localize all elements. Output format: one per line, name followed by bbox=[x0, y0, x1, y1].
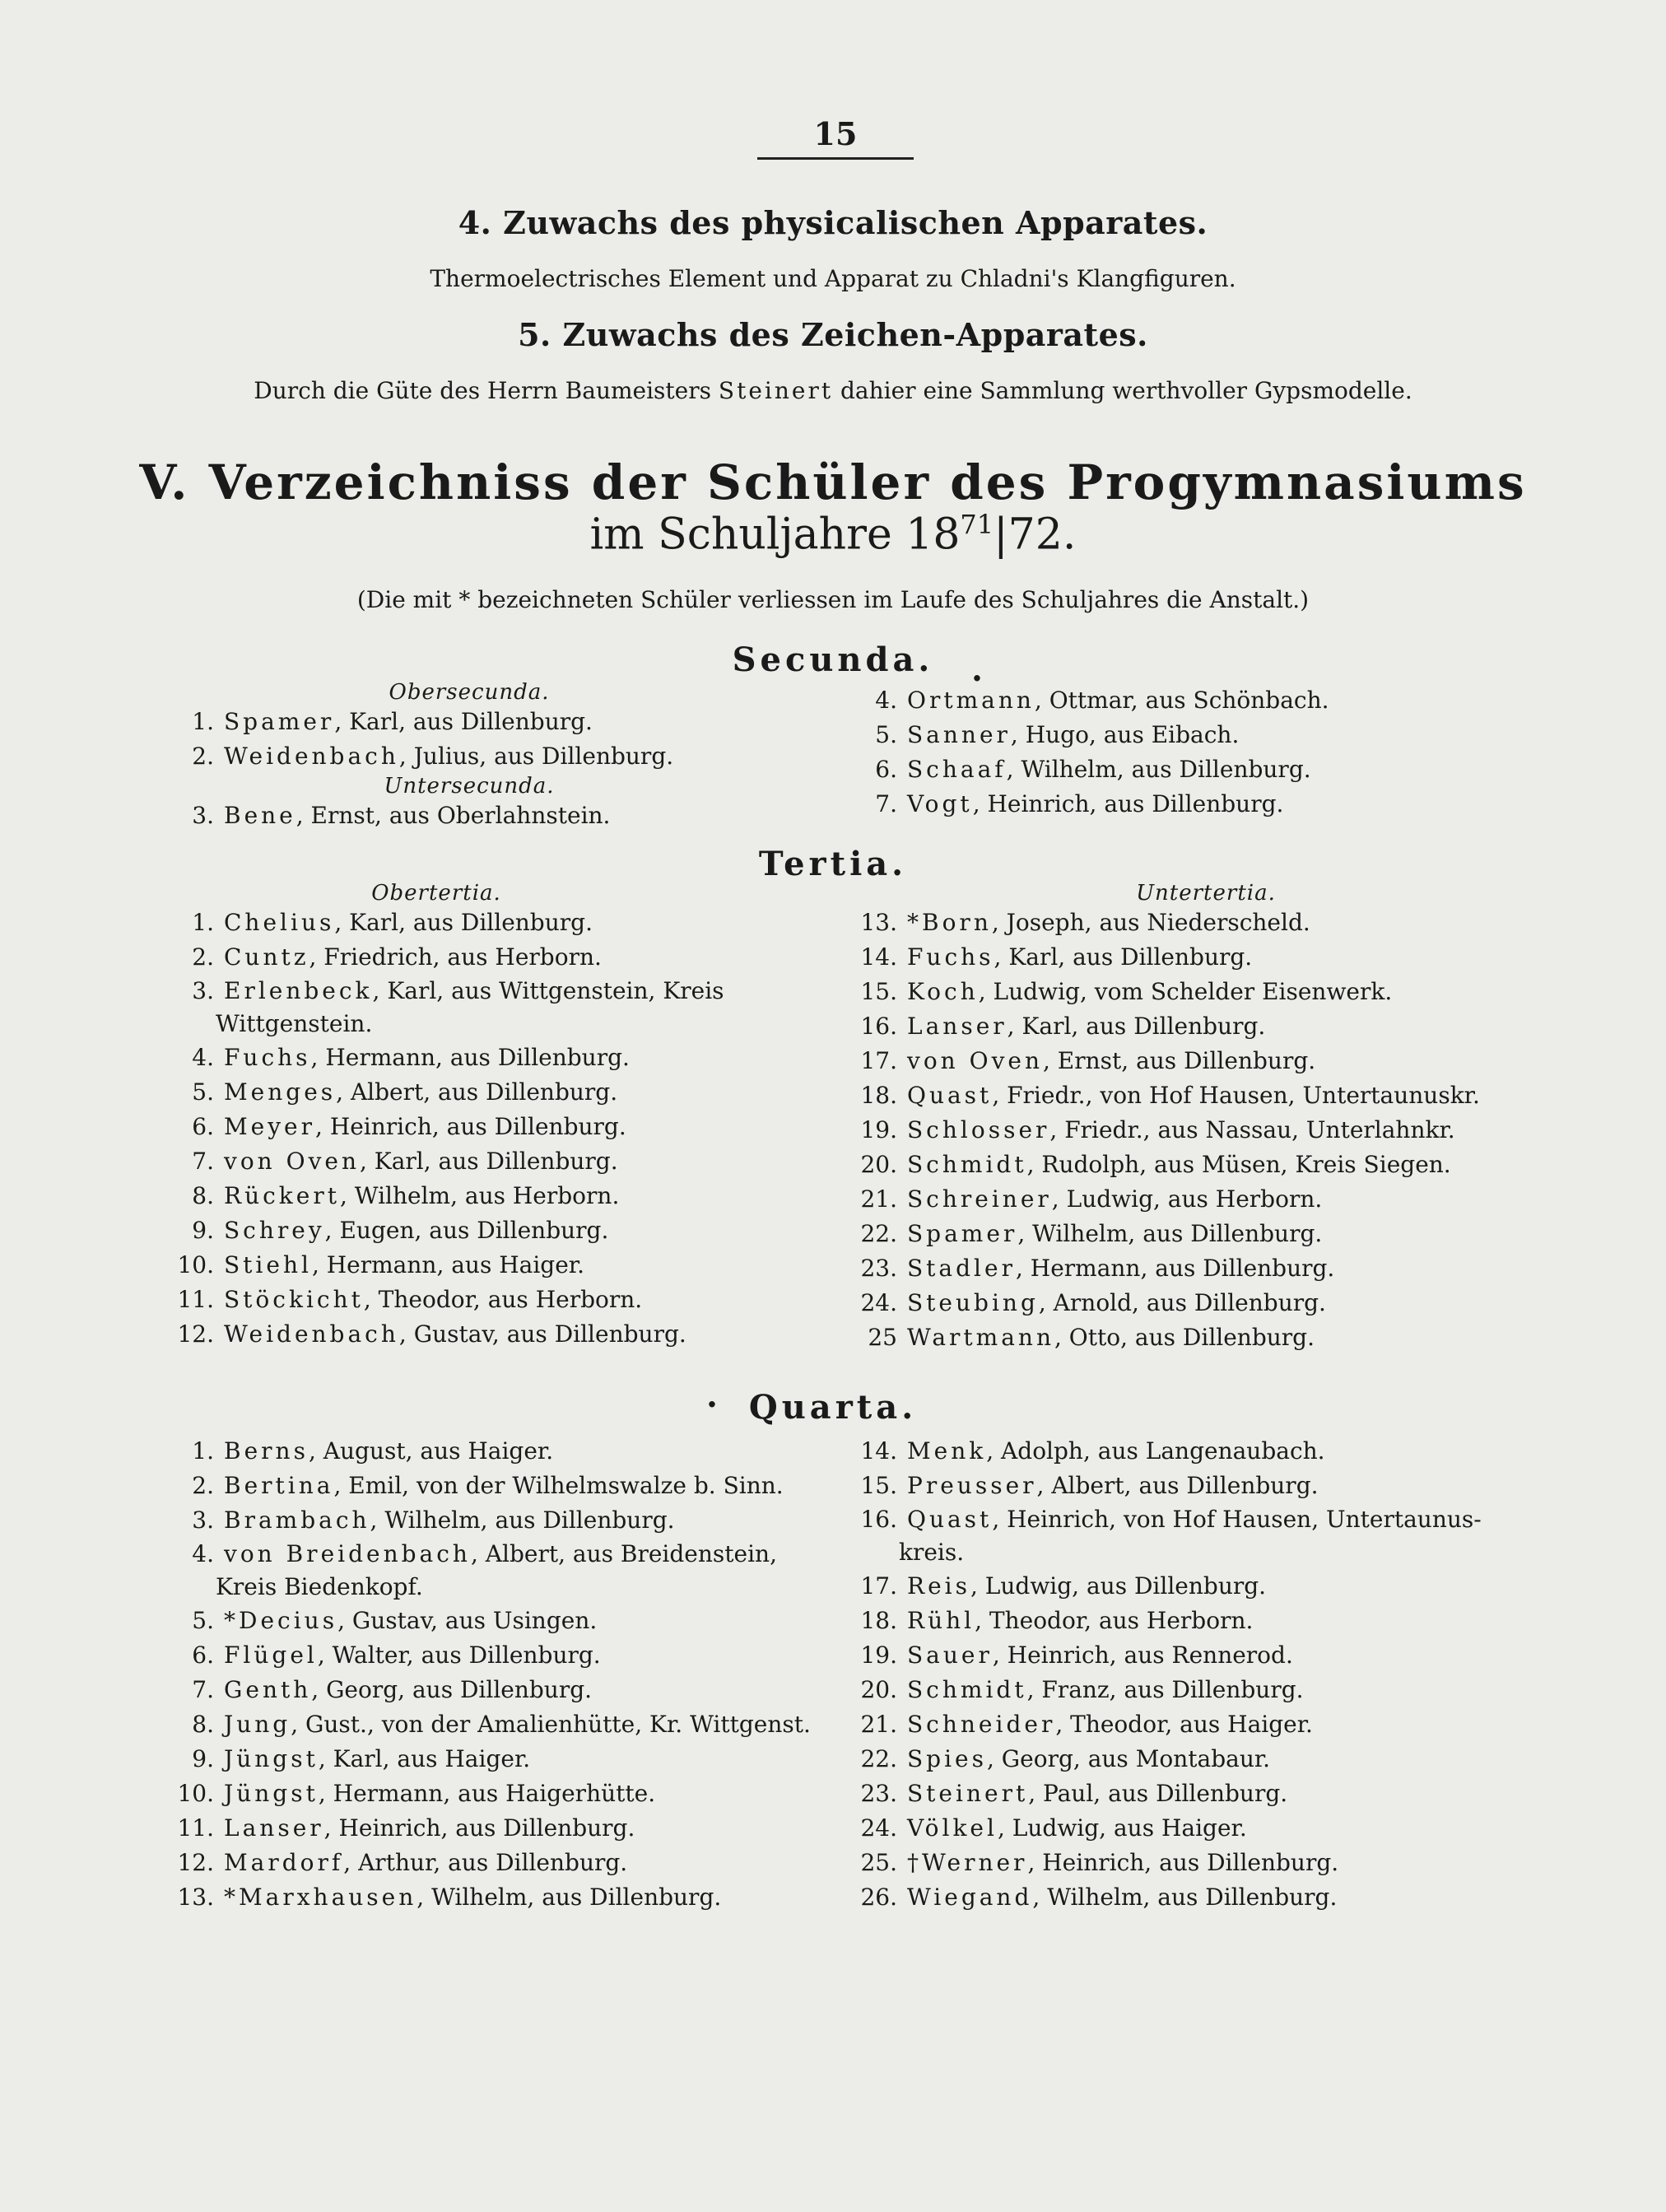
student-surname: *Marxhausen bbox=[224, 1884, 417, 1911]
student-details: , Ottmar, aus Schönbach. bbox=[1034, 687, 1329, 714]
student-entry bbox=[173, 1503, 864, 1538]
entry-number: 17. bbox=[860, 1572, 897, 1600]
student-details: , Paul, aus Dillenburg. bbox=[1028, 1780, 1288, 1807]
student-entry bbox=[856, 752, 1515, 787]
student-details: , Heinrich, aus Dillenburg. bbox=[315, 1113, 626, 1140]
entry-number: 23. bbox=[860, 1255, 897, 1282]
entry-number: 11. bbox=[177, 1814, 214, 1842]
student-details: , Gust., von der Amalienhütte, Kr. Wittgenst. bbox=[291, 1711, 811, 1738]
entry-number: 6. bbox=[875, 756, 897, 783]
student-details: , Otto, aus Dillenburg. bbox=[1054, 1324, 1315, 1351]
student-details: , Wilhelm, aus Dillenburg. bbox=[1006, 756, 1311, 783]
entry-number: 1. bbox=[192, 1437, 214, 1465]
student-entry bbox=[856, 1569, 1515, 1604]
entry-number: 10. bbox=[177, 1780, 214, 1807]
student-details: , Heinrich, von Hof Hausen, Untertaunus- bbox=[992, 1506, 1482, 1533]
student-entry bbox=[173, 1317, 864, 1352]
student-surname: Genth bbox=[224, 1676, 312, 1703]
student-surname: Reis bbox=[907, 1572, 970, 1600]
entry-number: 19. bbox=[860, 1642, 897, 1669]
student-details: , Joseph, aus Niederscheld. bbox=[991, 909, 1310, 936]
student-details: , Karl, aus Dillenburg. bbox=[334, 708, 593, 735]
student-details: , Franz, aus Dillenburg. bbox=[1026, 1676, 1304, 1703]
student-details: , Friedr., von Hof Hausen, Untertaunuskr. bbox=[992, 1082, 1480, 1109]
student-details: , Hugo, aus Eibach. bbox=[1010, 721, 1240, 748]
student-details: , Karl, aus Haiger. bbox=[318, 1745, 531, 1772]
student-entry bbox=[856, 718, 1515, 752]
student-details: , Wilhelm, aus Dillenburg. bbox=[1032, 1884, 1338, 1911]
entry-number: 26. bbox=[860, 1884, 897, 1911]
student-surname: †Werner bbox=[907, 1849, 1028, 1876]
student-entry bbox=[856, 1846, 1515, 1880]
student-details: , Albert, aus Dillenburg. bbox=[1036, 1472, 1319, 1499]
entry-number: 4. bbox=[192, 1044, 214, 1071]
entry-number: 5. bbox=[875, 721, 897, 748]
student-details: , Heinrich, aus Dillenburg. bbox=[972, 790, 1284, 817]
entry-number: 13. bbox=[860, 909, 897, 936]
student-entry bbox=[856, 1707, 1515, 1742]
student-entry bbox=[856, 1880, 1515, 1915]
student-entry bbox=[856, 1604, 1515, 1638]
student-surname: Jüngst bbox=[224, 1745, 319, 1772]
student-surname: *Born bbox=[907, 909, 992, 936]
student-entry bbox=[173, 1846, 864, 1880]
student-entry bbox=[856, 1009, 1515, 1044]
section-4-text: Thermoelectrisches Element und Apparat zu Chladni's Klangfiguren. bbox=[430, 265, 1236, 292]
student-details-continued: kreis. bbox=[899, 1539, 965, 1566]
student-details: , Hermann, aus Dillenburg. bbox=[310, 1044, 630, 1071]
student-surname: Chelius bbox=[224, 909, 335, 936]
entry-number: 21. bbox=[860, 1185, 897, 1213]
student-details-continued: Kreis Biedenkopf. bbox=[216, 1573, 423, 1600]
entry-number: 20. bbox=[860, 1151, 897, 1178]
student-entry bbox=[173, 1179, 864, 1213]
entry-number: 25. bbox=[860, 1849, 897, 1876]
student-surname: Schaaf bbox=[907, 756, 1007, 783]
student-details: , Ernst, aus Dillenburg. bbox=[1043, 1047, 1316, 1074]
student-surname: *Decius bbox=[224, 1607, 338, 1634]
student-surname: Brambach bbox=[224, 1506, 370, 1534]
student-entry bbox=[856, 1286, 1515, 1320]
entry-number: 12. bbox=[177, 1849, 214, 1876]
student-surname: Lanser bbox=[224, 1814, 324, 1842]
student-entry bbox=[856, 906, 1515, 940]
entry-number: 1. bbox=[192, 708, 214, 735]
entry-number: 14. bbox=[860, 1437, 897, 1465]
student-entry bbox=[173, 1110, 864, 1144]
student-details: , Karl, aus Dillenburg. bbox=[334, 909, 593, 936]
student-entry bbox=[173, 1777, 864, 1811]
student-surname: Stöckicht bbox=[224, 1286, 364, 1313]
student-details: , Wilhelm, aus Dillenburg. bbox=[416, 1884, 722, 1911]
student-surname: Fuchs bbox=[224, 1044, 311, 1071]
student-surname: Spies bbox=[907, 1745, 987, 1772]
student-entry bbox=[856, 1638, 1515, 1673]
student-entry bbox=[856, 975, 1515, 1009]
student-details: , Julius, aus Dillenburg. bbox=[398, 743, 674, 770]
entry-number: 24. bbox=[860, 1289, 897, 1316]
student-details: , Wilhelm, aus Dillenburg. bbox=[1017, 1220, 1323, 1247]
student-surname: Erlenbeck bbox=[224, 977, 373, 1004]
page-number: 15 bbox=[757, 115, 914, 160]
entry-number: 8. bbox=[192, 1182, 214, 1209]
student-surname: Preusser bbox=[907, 1472, 1037, 1499]
student-details: , Albert, aus Breidenstein, bbox=[470, 1540, 777, 1567]
quarta-right-column bbox=[856, 1434, 1515, 1915]
student-surname: von Oven bbox=[907, 1047, 1043, 1074]
student-entry bbox=[856, 1742, 1515, 1777]
title-note: (Die mit * bezeichneten Schüler verliessen im Laufe des Schuljahres die Anstalt.) bbox=[356, 586, 1310, 613]
student-details: , Karl, aus Dillenburg. bbox=[1007, 1013, 1266, 1040]
entry-number: 16. bbox=[860, 1506, 897, 1533]
student-surname: Sauer bbox=[907, 1642, 993, 1669]
student-details: , Adolph, aus Langenaubach. bbox=[986, 1437, 1325, 1465]
student-surname: Fuchs bbox=[907, 943, 994, 971]
student-details: , Ludwig, aus Haiger. bbox=[997, 1814, 1247, 1842]
student-entry bbox=[173, 1248, 864, 1283]
student-entry bbox=[173, 1811, 864, 1846]
entry-number: 11. bbox=[177, 1286, 214, 1313]
main-subtitle: im Schuljahre $18^{71}|72$. bbox=[589, 509, 1077, 560]
entry-number: 24. bbox=[860, 1814, 897, 1842]
entry-number: 9. bbox=[192, 1217, 214, 1244]
tertia-left-column bbox=[173, 881, 864, 1352]
student-surname: Vogt bbox=[907, 790, 973, 817]
student-entry bbox=[856, 1673, 1515, 1707]
student-details: , Arnold, aus Dillenburg. bbox=[1038, 1289, 1326, 1316]
student-details: , Heinrich, aus Dillenburg. bbox=[1027, 1849, 1339, 1876]
entry-number: 9. bbox=[192, 1745, 214, 1772]
entry-number: 12. bbox=[177, 1320, 214, 1348]
student-surname: Flügel bbox=[224, 1642, 318, 1669]
student-surname: Koch bbox=[907, 978, 979, 1005]
student-details: , Ernst, aus Oberlahnstein. bbox=[296, 802, 611, 829]
student-details-continued: Wittgenstein. bbox=[216, 1010, 373, 1037]
student-entry bbox=[856, 683, 1515, 718]
student-surname: Rühl bbox=[907, 1607, 975, 1634]
student-surname: Weidenbach bbox=[224, 1320, 399, 1348]
student-details: , Heinrich, aus Dillenburg. bbox=[323, 1814, 635, 1842]
untertertia-subheading: Untertertia. bbox=[1136, 881, 1276, 906]
student-entry bbox=[856, 1811, 1515, 1846]
student-details: , Rudolph, aus Müsen, Kreis Siegen. bbox=[1026, 1151, 1451, 1178]
student-details: , Hermann, aus Dillenburg. bbox=[1015, 1255, 1335, 1282]
entry-number: 15. bbox=[860, 978, 897, 1005]
student-entry bbox=[856, 1320, 1515, 1355]
student-entry bbox=[856, 1434, 1515, 1469]
entry-number: 2. bbox=[192, 743, 214, 770]
student-details: , Eugen, aus Dillenburg. bbox=[324, 1217, 609, 1244]
obertertia-subheading: Obertertia. bbox=[371, 881, 501, 906]
quarta-heading: Quarta. bbox=[748, 1388, 918, 1427]
student-surname: Wartmann bbox=[907, 1324, 1054, 1351]
student-entry bbox=[856, 787, 1515, 822]
student-entry bbox=[173, 1638, 864, 1673]
student-entry bbox=[173, 1144, 864, 1179]
student-entry bbox=[856, 1182, 1515, 1217]
student-details: , Georg, aus Dillenburg. bbox=[311, 1676, 593, 1703]
student-details: , Friedrich, aus Herborn. bbox=[309, 943, 602, 971]
student-entry bbox=[856, 1148, 1515, 1182]
student-entry bbox=[173, 1538, 864, 1604]
student-surname: Schmidt bbox=[907, 1151, 1027, 1178]
student-surname: Jüngst bbox=[224, 1780, 319, 1807]
entry-number: 3. bbox=[192, 1506, 214, 1534]
entry-number: 7. bbox=[875, 790, 897, 817]
student-surname: Rückert bbox=[224, 1182, 340, 1209]
student-entry bbox=[173, 1707, 864, 1742]
entry-number: 21. bbox=[860, 1711, 897, 1738]
entry-number: 5. bbox=[192, 1607, 214, 1634]
student-entry bbox=[173, 1880, 864, 1915]
student-surname: Schrey bbox=[224, 1217, 325, 1244]
obersecunda-subheading: Obersecunda. bbox=[389, 680, 550, 705]
student-details: , Wilhelm, aus Herborn. bbox=[339, 1182, 620, 1209]
student-surname: Spamer bbox=[907, 1220, 1018, 1247]
entry-number: 7. bbox=[192, 1676, 214, 1703]
student-details: , Georg, aus Montabaur. bbox=[987, 1745, 1271, 1772]
entry-number: 3. bbox=[192, 977, 214, 1004]
tertia-right-column bbox=[856, 881, 1515, 1355]
student-entry bbox=[173, 799, 864, 833]
secunda-right-column bbox=[856, 683, 1515, 822]
entry-number: 13. bbox=[177, 1884, 214, 1911]
section-4-heading: 4. Zuwachs des physicalischen Apparates. bbox=[458, 204, 1208, 241]
section-5-heading: 5. Zuwachs des Zeichen-Apparates. bbox=[518, 316, 1148, 353]
student-entry bbox=[173, 1213, 864, 1248]
entry-number: 5. bbox=[192, 1078, 214, 1106]
student-surname: Jung bbox=[224, 1711, 291, 1738]
student-details: , Hermann, aus Haiger. bbox=[311, 1251, 585, 1278]
stray-mark: . bbox=[971, 650, 983, 689]
student-surname: Schreiner bbox=[907, 1185, 1052, 1213]
student-entry bbox=[173, 1283, 864, 1317]
student-details: , Heinrich, aus Rennerod. bbox=[992, 1642, 1293, 1669]
main-title: V. Verzeichniss der Schüler des Progymnasiums bbox=[139, 454, 1527, 510]
entry-number: 20. bbox=[860, 1676, 897, 1703]
student-entry bbox=[173, 1604, 864, 1638]
entry-number: 6. bbox=[192, 1642, 214, 1669]
section-5-text: Durch die Güte des Herrn Baumeisters Steinert dahier eine Sammlung werthvoller Gypsmodelle. bbox=[254, 377, 1412, 404]
student-details: , Walter, aus Dillenburg. bbox=[317, 1642, 601, 1669]
student-surname: Mardorf bbox=[224, 1849, 344, 1876]
student-surname: Menges bbox=[224, 1078, 337, 1106]
entry-number: 22. bbox=[860, 1745, 897, 1772]
entry-number: 4. bbox=[192, 1540, 214, 1567]
tertia-heading: Tertia. bbox=[758, 845, 908, 883]
student-surname: Meyer bbox=[224, 1113, 316, 1140]
student-surname: Bertina bbox=[224, 1472, 334, 1499]
entry-number: 1. bbox=[192, 909, 214, 936]
student-details: , Theodor, aus Herborn. bbox=[975, 1607, 1254, 1634]
student-details: , Ludwig, aus Herborn. bbox=[1051, 1185, 1323, 1213]
student-surname: Stadler bbox=[907, 1255, 1016, 1282]
student-details: , Arthur, aus Dillenburg. bbox=[343, 1849, 628, 1876]
entry-number: 10. bbox=[177, 1251, 214, 1278]
student-details: , Albert, aus Dillenburg. bbox=[336, 1078, 618, 1106]
student-entry bbox=[856, 1503, 1515, 1569]
secunda-heading: Secunda. bbox=[732, 640, 934, 679]
entry-number: 4. bbox=[875, 687, 897, 714]
entry-number: 18. bbox=[860, 1082, 897, 1109]
entry-number: 18. bbox=[860, 1607, 897, 1634]
student-details: , Karl, aus Dillenburg. bbox=[994, 943, 1253, 971]
student-entry bbox=[856, 1217, 1515, 1251]
stray-mark-2: . bbox=[706, 1376, 718, 1415]
student-entry bbox=[173, 1673, 864, 1707]
student-surname: Lanser bbox=[907, 1013, 1008, 1040]
student-surname: von Breidenbach bbox=[224, 1540, 471, 1567]
student-details: , Theodor, aus Herborn. bbox=[363, 1286, 643, 1313]
student-details: , August, aus Haiger. bbox=[308, 1437, 554, 1465]
quarta-left-column bbox=[173, 1434, 864, 1915]
entry-number: 22. bbox=[860, 1220, 897, 1247]
entry-number: 6. bbox=[192, 1113, 214, 1140]
entry-number: 17. bbox=[860, 1047, 897, 1074]
entry-number: 23. bbox=[860, 1780, 897, 1807]
student-entry bbox=[856, 1251, 1515, 1286]
student-entry bbox=[856, 1777, 1515, 1811]
student-entry bbox=[173, 1434, 864, 1469]
student-surname: Sanner bbox=[907, 721, 1011, 748]
student-surname: Menk bbox=[907, 1437, 987, 1465]
untersecunda-subheading: Untersecunda. bbox=[384, 774, 555, 799]
student-entry bbox=[856, 1113, 1515, 1148]
student-entry bbox=[856, 940, 1515, 975]
student-surname: Steubing bbox=[907, 1289, 1039, 1316]
student-entry bbox=[856, 1469, 1515, 1503]
entry-number: 8. bbox=[192, 1711, 214, 1738]
student-surname: Weidenbach bbox=[224, 743, 399, 770]
entry-number: 14. bbox=[860, 943, 897, 971]
student-surname: Bene bbox=[224, 802, 296, 829]
student-details: , Ludwig, aus Dillenburg. bbox=[970, 1572, 1267, 1600]
student-entry bbox=[173, 1742, 864, 1777]
student-entry bbox=[173, 906, 864, 940]
student-surname: von Oven bbox=[224, 1148, 360, 1175]
student-details: , Ludwig, vom Schelder Eisenwerk. bbox=[978, 978, 1393, 1005]
student-entry bbox=[173, 1469, 864, 1503]
student-entry bbox=[173, 1041, 864, 1075]
student-surname: Schlosser bbox=[907, 1116, 1050, 1143]
entry-number: 16. bbox=[860, 1013, 897, 1040]
student-surname: Berns bbox=[224, 1437, 309, 1465]
student-entry bbox=[856, 1078, 1515, 1113]
entry-number: 15. bbox=[860, 1472, 897, 1499]
student-details: , Hermann, aus Haigerhütte. bbox=[318, 1780, 656, 1807]
student-details: , Wilhelm, aus Dillenburg. bbox=[370, 1506, 675, 1534]
student-entry bbox=[173, 739, 864, 774]
student-details: , Karl, aus Wittgenstein, Kreis bbox=[372, 977, 724, 1004]
student-surname: Völkel bbox=[907, 1814, 998, 1842]
student-details: , Theodor, aus Haiger. bbox=[1055, 1711, 1313, 1738]
entry-number: 2. bbox=[192, 1472, 214, 1499]
entry-number: 3. bbox=[192, 802, 214, 829]
student-surname: Wiegand bbox=[907, 1884, 1033, 1911]
student-entry bbox=[173, 975, 864, 1041]
student-entry bbox=[856, 1044, 1515, 1078]
student-surname: Schmidt bbox=[907, 1676, 1027, 1703]
student-details: , Gustav, aus Dillenburg. bbox=[398, 1320, 686, 1348]
student-details: , Emil, von der Wilhelmswalze b. Sinn. bbox=[333, 1472, 784, 1499]
student-surname: Schneider bbox=[907, 1711, 1056, 1738]
student-entry bbox=[173, 705, 864, 739]
entry-number: 7. bbox=[192, 1148, 214, 1175]
student-surname: Stiehl bbox=[224, 1251, 312, 1278]
student-details: , Gustav, aus Usingen. bbox=[337, 1607, 598, 1634]
entry-number: 2. bbox=[192, 943, 214, 971]
student-surname: Ortmann bbox=[907, 687, 1035, 714]
student-entry bbox=[173, 1075, 864, 1110]
student-surname: Cuntz bbox=[224, 943, 309, 971]
entry-number: 19. bbox=[860, 1116, 897, 1143]
student-surname: Quast bbox=[907, 1506, 993, 1533]
student-details: , Friedr., aus Nassau, Unterlahnkr. bbox=[1049, 1116, 1455, 1143]
secunda-left-column bbox=[173, 680, 864, 833]
entry-number: 25 bbox=[868, 1324, 897, 1351]
student-surname: Quast bbox=[907, 1082, 993, 1109]
student-entry bbox=[173, 940, 864, 975]
student-surname: Steinert bbox=[907, 1780, 1029, 1807]
student-details: , Karl, aus Dillenburg. bbox=[360, 1148, 618, 1175]
student-surname: Spamer bbox=[224, 708, 335, 735]
